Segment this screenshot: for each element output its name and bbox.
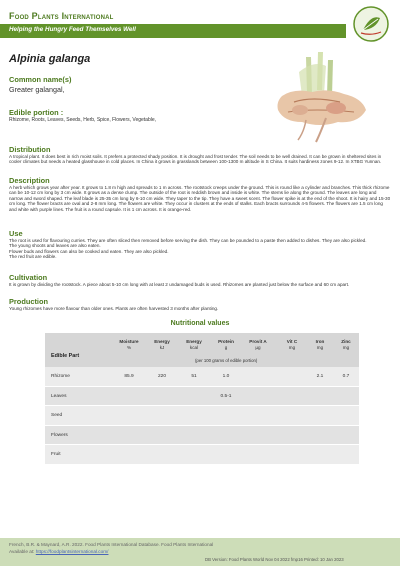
website-link[interactable]: https://foodplantsinternational.com/ bbox=[35, 549, 109, 554]
production-text: Young rhizomes have more flavour than older ones. Plants are often harvested 3 months after planting. bbox=[9, 306, 219, 311]
available-prefix: Available at: bbox=[9, 549, 36, 554]
use-line: The root is used for flavouring curries. They are often sliced then removed before serving the dish. They can be pounded to a paste then added to dishes. They are also pickled. bbox=[9, 238, 367, 243]
column-header-iron: Iron mg bbox=[315, 339, 325, 350]
description-heading: Description bbox=[9, 176, 50, 185]
galangal-rhizome-photo bbox=[254, 52, 388, 144]
production-heading: Production bbox=[9, 297, 49, 306]
column-header-moisture: Moisture % bbox=[119, 339, 139, 350]
nutrition-title: Nutritional values bbox=[170, 320, 230, 327]
table-cell: 2.1 bbox=[316, 374, 324, 379]
tagline-band bbox=[0, 24, 346, 38]
edible-part-label: Leaves bbox=[51, 393, 67, 399]
table-cell: 51 bbox=[191, 374, 197, 379]
table-row bbox=[45, 445, 359, 465]
description-text: A herb which grows year after year. It grows to 1.8 m high and spreads to 1 m across. The rootstock creeps under the ground. This is round like a cylinder and branches. This thick rhizome can be 10-12 cm long by 3 cm wide. It grows as a dense clump. The outside of the root is reddish brown and inside is white. The stems lie along the ground. The leaves are long and narrow and sword shaped. The leaf blade is 25-35 cm long by 6-10 cm wide. They taper to the tip. They have a sweet scent. The flower spike is at the end of the shoot. It is hairy and 15-30 cm long. The flower bracts are oval and 2-8 mm long. The flowers are white. They occur in clusters at the ends of stalks. Each bracts surrounds 4-5 flowers. The flowers are 1.5 cm long and white with purple lines. The fruit is a round capsule. It is 1 cm across. It is orange-red. bbox=[9, 185, 391, 212]
table-cell: 85.9 bbox=[124, 374, 134, 379]
edible-part-header: Edible Part bbox=[51, 353, 80, 359]
table-row bbox=[45, 367, 359, 387]
cultivation-text: It is grown by dividing the rootstock. A piece about 5-10 cm long with at least 2 undamaged buds is used. Rhizomes are planted just below the surface and 60 cm apart. bbox=[9, 282, 350, 287]
edible-part-label: Flowers bbox=[51, 432, 68, 438]
nutrition-table-header bbox=[45, 333, 359, 367]
common-names-value: Greater galangal, bbox=[9, 85, 65, 94]
nutrition-table bbox=[45, 333, 359, 465]
use-heading: Use bbox=[9, 229, 23, 238]
column-header-zinc: Zinc mg bbox=[341, 339, 351, 350]
column-header-protein: Protein g bbox=[218, 339, 234, 350]
footer-citation: French, B.R. & Maynard, A.R. 2022. Food Plants International Database. Food Plants International bbox=[9, 542, 214, 547]
edible-part-label: Fruit bbox=[51, 452, 61, 458]
edible-part-label: Rhizome bbox=[51, 374, 70, 379]
common-names-heading: Common name(s) bbox=[9, 75, 72, 84]
use-line: The young shoots and leaves are also eaten. bbox=[9, 243, 101, 249]
cultivation-heading: Cultivation bbox=[9, 273, 48, 282]
table-cell: 0.5-1 bbox=[220, 393, 232, 399]
page-footer bbox=[0, 538, 400, 566]
per-100g-note: (per 100 grams of edible portion) bbox=[195, 358, 258, 363]
use-line: Flower buds and flowers can also be cooked and eaten. They are also pickled. bbox=[9, 248, 169, 254]
edible-portion-value: Rhizome, Roots, Leaves, Seeds, Herb, Spice, Flowers, Vegetable, bbox=[9, 117, 157, 123]
table-cell: 220 bbox=[157, 374, 166, 379]
distribution-text: A tropical plant. It does best in rich moist soils. It prefers a protected shady position. It is drought and frost tender. The soil needs to be well drained. It can be grown in sheltered sites in cooler climates but needs a heated glasshouse in cold places. In China it grows in grasslands between 100-1300 m altitude in S China. It suits hardiness zones 9-12. In XTBG Yunnan. bbox=[9, 154, 382, 165]
table-row bbox=[45, 406, 359, 426]
org-title: Food Plants International bbox=[9, 11, 114, 21]
edible-part-label: Seed bbox=[51, 413, 63, 419]
table-cell: 1.0 bbox=[222, 374, 230, 379]
column-header-vit-c: Vit C mg bbox=[286, 339, 298, 350]
table-row bbox=[45, 387, 359, 407]
table-cell: 0.7 bbox=[342, 374, 350, 379]
use-line: The red fruit are edible. bbox=[9, 254, 57, 260]
column-header-provit-a: Provit A µg bbox=[249, 339, 267, 350]
org-tagline: Helping the Hungry Feed Themselves Well bbox=[9, 26, 136, 33]
nutrition-rows bbox=[45, 367, 359, 465]
column-header-energy-kcal: Energy kcal bbox=[186, 339, 202, 350]
plant-name: Alpinia galanga bbox=[9, 53, 91, 65]
edible-portion-heading: Edible portion : bbox=[9, 108, 64, 117]
footer-availability bbox=[9, 549, 108, 554]
page-header bbox=[0, 0, 400, 50]
fpi-leaf-logo-icon bbox=[352, 5, 390, 43]
use-text bbox=[9, 238, 391, 260]
footer-version: DB Version: Food Plants World Nov 04 2022 fmp16 Printed: 10 Jan 2023 bbox=[205, 557, 344, 562]
table-row bbox=[45, 426, 359, 446]
distribution-heading: Distribution bbox=[9, 145, 51, 154]
column-header-energy-kj: Energy kJ bbox=[154, 339, 170, 350]
